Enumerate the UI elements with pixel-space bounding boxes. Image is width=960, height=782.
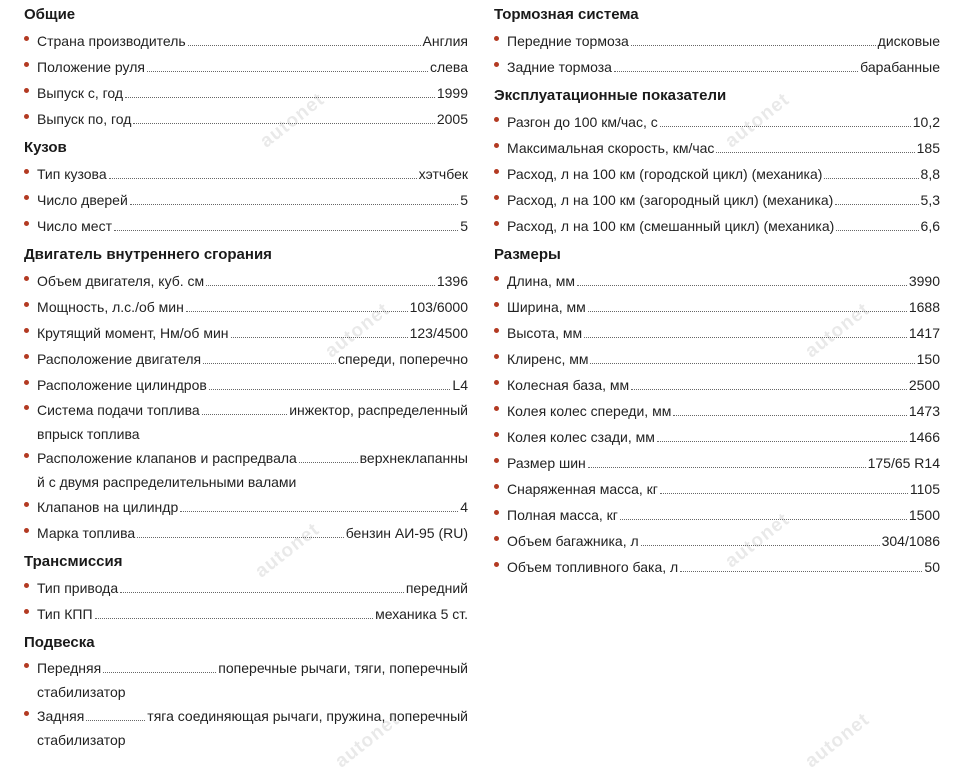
spec-row <box>24 704 468 752</box>
spec-value: механика 5 ст. <box>375 606 468 622</box>
spec-row-line <box>37 294 468 320</box>
spec-row <box>24 320 468 346</box>
spec-label: Расположение двигателя <box>37 351 202 367</box>
dot-leader <box>584 337 907 338</box>
spec-label: Снаряженная масса, кг <box>507 481 658 497</box>
spec-row-line <box>37 54 468 80</box>
spec-value: 1473 <box>908 403 940 419</box>
watermark: autonet <box>331 709 404 773</box>
spec-value-continuation: впрыск топлива <box>37 426 140 442</box>
watermark: autonet <box>256 89 329 153</box>
bullet-icon <box>24 195 29 200</box>
spec-row <box>24 346 468 372</box>
dot-leader <box>620 519 907 520</box>
spec-row-line <box>507 502 940 528</box>
spec-value: 3990 <box>908 273 940 289</box>
spec-value: 1688 <box>908 299 940 315</box>
spec-row-line <box>37 213 468 239</box>
section-title: Кузов <box>24 139 67 156</box>
spec-label: Расход, л на 100 км (загородный цикл) (механика) <box>507 192 834 208</box>
bullet-icon <box>494 510 499 515</box>
bullet-icon <box>24 88 29 93</box>
dot-leader <box>614 71 858 72</box>
bullet-icon <box>494 143 499 148</box>
bullet-icon <box>24 380 29 385</box>
dot-leader <box>180 511 458 512</box>
bullet-icon <box>24 328 29 333</box>
spec-label: Клиренс, мм <box>507 351 589 367</box>
spec-row-line <box>507 372 940 398</box>
spec-value: 150 <box>916 351 940 367</box>
dot-leader <box>588 311 907 312</box>
spec-label: Объем двигателя, куб. см <box>37 273 205 289</box>
bullet-icon <box>24 354 29 359</box>
bullet-icon <box>494 117 499 122</box>
section-title: Размеры <box>494 246 561 263</box>
spec-row-line <box>37 656 468 680</box>
spec-section <box>24 139 468 239</box>
spec-value-continuation: й с двумя распределительными валами <box>37 474 297 490</box>
bullet-icon <box>24 62 29 67</box>
spec-value: барабанные <box>860 59 940 75</box>
spec-row <box>494 554 940 580</box>
spec-value: Англия <box>422 33 468 49</box>
spec-label: Полная масса, кг <box>507 507 618 523</box>
dot-leader <box>114 230 458 231</box>
spec-value: 304/1086 <box>881 533 940 549</box>
bullet-icon <box>24 711 29 716</box>
spec-label: Число дверей <box>37 192 128 208</box>
spec-row-line <box>37 161 468 187</box>
bullet-icon <box>24 114 29 119</box>
spec-row-line <box>507 528 940 554</box>
spec-value: 1466 <box>908 429 940 445</box>
spec-value-continuation: стабилизатор <box>37 732 126 748</box>
watermark: autonet <box>801 709 874 773</box>
spec-row <box>24 494 468 520</box>
spec-value: 10,2 <box>912 114 940 130</box>
bullet-icon <box>24 169 29 174</box>
spec-value: 1417 <box>908 325 940 341</box>
spec-value: 1500 <box>908 507 940 523</box>
bullet-icon <box>494 62 499 67</box>
spec-row <box>24 161 468 187</box>
dot-leader <box>660 493 908 494</box>
bullet-icon <box>494 406 499 411</box>
spec-value: 123/4500 <box>409 325 468 341</box>
section-title: Двигатель внутреннего сгорания <box>24 246 272 263</box>
spec-label: Максимальная скорость, км/час <box>507 140 715 156</box>
bullet-icon <box>494 328 499 333</box>
dot-leader <box>133 123 434 124</box>
spec-row <box>24 520 468 546</box>
dot-leader <box>716 152 914 153</box>
dot-leader <box>188 45 421 46</box>
spec-row <box>24 268 468 294</box>
dot-leader <box>206 285 435 286</box>
spec-label: Марка топлива <box>37 525 136 541</box>
spec-value: слева <box>429 59 468 75</box>
spec-row <box>494 294 940 320</box>
dot-leader <box>109 178 417 179</box>
spec-label: Тип привода <box>37 580 119 596</box>
bullet-icon <box>494 432 499 437</box>
spec-section <box>24 246 468 546</box>
bullet-icon <box>494 484 499 489</box>
spec-row <box>494 320 940 346</box>
spec-label: Расход, л на 100 км (смешанный цикл) (механика) <box>507 218 835 234</box>
dot-leader <box>588 467 866 468</box>
bullet-icon <box>494 36 499 41</box>
watermark: autonet <box>321 299 394 363</box>
bullet-icon <box>24 583 29 588</box>
spec-label: Высота, мм <box>507 325 583 341</box>
spec-row-line <box>507 268 940 294</box>
bullet-icon <box>494 195 499 200</box>
spec-value: 50 <box>924 559 940 575</box>
spec-value: спереди, поперечно <box>337 351 468 367</box>
spec-label: Выпуск с, год <box>37 85 124 101</box>
spec-row-line <box>507 161 940 187</box>
spec-row <box>24 575 468 601</box>
dot-leader <box>125 97 435 98</box>
spec-section <box>494 87 940 239</box>
spec-label: Задние тормоза <box>507 59 612 75</box>
spec-row-line <box>37 268 468 294</box>
bullet-icon <box>24 276 29 281</box>
spec-row-line <box>37 372 468 398</box>
spec-label: Расположение клапанов и распредвала <box>37 450 297 466</box>
dot-leader <box>631 389 907 390</box>
spec-row <box>494 28 940 54</box>
spec-label: Передние тормоза <box>507 33 629 49</box>
bullet-icon <box>24 302 29 307</box>
dot-leader <box>231 337 408 338</box>
spec-value: инжектор, распределенный <box>289 402 468 418</box>
spec-label: Клапанов на цилиндр <box>37 499 179 515</box>
spec-value: 175/65 R14 <box>867 455 940 471</box>
spec-row <box>494 346 940 372</box>
dot-leader <box>186 311 408 312</box>
spec-row <box>494 54 940 80</box>
spec-label: Выпуск по, год <box>37 111 132 127</box>
spec-row <box>494 109 940 135</box>
spec-row <box>494 450 940 476</box>
spec-value: 5,3 <box>920 192 940 208</box>
spec-row <box>24 28 468 54</box>
bullet-icon <box>494 276 499 281</box>
section-title: Трансмиссия <box>24 553 123 570</box>
spec-value: 1999 <box>436 85 468 101</box>
spec-value: верхнеклапанны <box>359 450 468 466</box>
spec-row-line <box>37 106 468 132</box>
dot-leader <box>835 204 918 205</box>
spec-row-line <box>37 446 468 470</box>
spec-section <box>494 6 940 80</box>
dot-leader <box>120 592 404 593</box>
spec-label: Задняя <box>37 708 85 724</box>
dot-leader <box>680 571 922 572</box>
spec-label: Система подачи топлива <box>37 402 200 418</box>
watermark: autonet <box>251 519 324 583</box>
dot-leader <box>824 178 918 179</box>
spec-label: Крутящий момент, Нм/об мин <box>37 325 229 341</box>
right-column <box>494 0 940 580</box>
dot-leader <box>631 45 876 46</box>
spec-row-line <box>507 294 940 320</box>
spec-row-line <box>507 346 940 372</box>
spec-label: Тип кузова <box>37 166 107 182</box>
spec-section <box>24 6 468 132</box>
dot-leader <box>299 462 358 463</box>
dot-leader <box>657 441 907 442</box>
spec-value: поперечные рычаги, тяги, поперечный <box>218 660 468 676</box>
spec-row-line <box>37 80 468 106</box>
bullet-icon <box>24 36 29 41</box>
spec-label: Объем топливного бака, л <box>507 559 679 575</box>
bullet-icon <box>24 221 29 226</box>
dot-leader <box>202 414 288 415</box>
dot-leader <box>590 363 914 364</box>
bullet-icon <box>494 302 499 307</box>
spec-row-line <box>507 554 940 580</box>
bullet-icon <box>494 562 499 567</box>
watermark: autonet <box>721 89 794 153</box>
spec-row-line <box>37 575 468 601</box>
dot-leader <box>103 672 216 673</box>
spec-row <box>494 476 940 502</box>
spec-value: 5 <box>460 218 468 234</box>
dot-leader <box>673 415 907 416</box>
spec-row-line <box>37 320 468 346</box>
spec-row <box>24 656 468 704</box>
spec-row-line <box>507 135 940 161</box>
dot-leader <box>130 204 458 205</box>
spec-value: бензин АИ-95 (RU) <box>345 525 468 541</box>
bullet-icon <box>494 169 499 174</box>
dot-leader <box>209 389 451 390</box>
spec-row-line <box>37 494 468 520</box>
spec-label: Колея колес спереди, мм <box>507 403 672 419</box>
spec-row <box>24 80 468 106</box>
spec-value: 1396 <box>436 273 468 289</box>
spec-value: 4 <box>460 499 468 515</box>
spec-row <box>24 398 468 446</box>
spec-row-line <box>507 109 940 135</box>
section-title: Общие <box>24 6 76 23</box>
spec-row-line <box>507 28 940 54</box>
spec-label: Число мест <box>37 218 112 234</box>
spec-row <box>494 528 940 554</box>
section-title: Эксплуатационные показатели <box>494 87 727 104</box>
spec-row <box>24 106 468 132</box>
bullet-icon <box>494 354 499 359</box>
spec-row-line <box>507 476 940 502</box>
spec-value: 1105 <box>909 481 940 497</box>
spec-row <box>24 601 468 627</box>
bullet-icon <box>494 536 499 541</box>
spec-row-line <box>37 187 468 213</box>
spec-section <box>24 634 468 752</box>
spec-value: L4 <box>452 377 468 393</box>
spec-row-line <box>507 320 940 346</box>
spec-row <box>494 135 940 161</box>
spec-section <box>494 246 940 580</box>
dot-leader <box>203 363 336 364</box>
spec-value: хэтчбек <box>418 166 468 182</box>
spec-row <box>494 424 940 450</box>
spec-value: 5 <box>460 192 468 208</box>
spec-label: Расположение цилиндров <box>37 377 207 393</box>
spec-row <box>494 372 940 398</box>
dot-leader <box>95 618 374 619</box>
spec-row-line <box>37 346 468 372</box>
dot-leader <box>660 126 911 127</box>
spec-row-line <box>507 187 940 213</box>
spec-label: Ширина, мм <box>507 299 586 315</box>
spec-label: Тип КПП <box>37 606 93 622</box>
spec-row <box>494 213 940 239</box>
watermark: autonet <box>721 509 794 573</box>
spec-row <box>494 398 940 424</box>
spec-label: Колесная база, мм <box>507 377 630 393</box>
spec-row <box>24 187 468 213</box>
spec-row-line <box>37 704 468 728</box>
spec-label: Страна производитель <box>37 33 186 49</box>
spec-row <box>24 213 468 239</box>
spec-row-line <box>507 424 940 450</box>
spec-label: Разгон до 100 км/час, с <box>507 114 658 130</box>
spec-section <box>24 553 468 627</box>
spec-label: Длина, мм <box>507 273 576 289</box>
spec-row-line <box>37 601 468 627</box>
bullet-icon <box>494 380 499 385</box>
spec-value: 2500 <box>908 377 940 393</box>
section-title: Тормозная система <box>494 6 639 23</box>
spec-label: Колея колес сзади, мм <box>507 429 655 445</box>
spec-row <box>494 268 940 294</box>
spec-row <box>494 187 940 213</box>
spec-label: Мощность, л.с./об мин <box>37 299 184 315</box>
spec-row-line <box>507 450 940 476</box>
spec-value: тяга соединяющая рычаги, пружина, поперечный <box>147 708 468 724</box>
spec-row <box>24 446 468 494</box>
bullet-icon <box>24 609 29 614</box>
bullet-icon <box>24 453 29 458</box>
spec-row-line <box>507 213 940 239</box>
spec-value: 2005 <box>436 111 468 127</box>
spec-row-line <box>37 28 468 54</box>
spec-label: Передняя <box>37 660 102 676</box>
bullet-icon <box>24 528 29 533</box>
spec-row-line <box>507 398 940 424</box>
dot-leader <box>147 71 428 72</box>
spec-value: 6,6 <box>920 218 940 234</box>
spec-value: 103/6000 <box>409 299 468 315</box>
watermark: autonet <box>801 299 874 363</box>
bullet-icon <box>24 405 29 410</box>
spec-value: дисковые <box>877 33 940 49</box>
spec-label: Расход, л на 100 км (городской цикл) (механика) <box>507 166 823 182</box>
spec-row-line <box>507 54 940 80</box>
spec-value: передний <box>405 580 468 596</box>
bullet-icon <box>24 502 29 507</box>
spec-label: Объем багажника, л <box>507 533 639 549</box>
bullet-icon <box>24 663 29 668</box>
spec-value-continuation: стабилизатор <box>37 684 126 700</box>
dot-leader <box>836 230 918 231</box>
section-title: Подвеска <box>24 634 95 651</box>
spec-row <box>24 372 468 398</box>
spec-row-line <box>37 398 468 422</box>
spec-row <box>24 54 468 80</box>
dot-leader <box>86 720 145 721</box>
dot-leader <box>641 545 880 546</box>
bullet-icon <box>494 221 499 226</box>
bullet-icon <box>494 458 499 463</box>
spec-row <box>24 294 468 320</box>
spec-label: Положение руля <box>37 59 145 75</box>
spec-row-line <box>37 520 468 546</box>
dot-leader <box>577 285 907 286</box>
spec-row <box>494 502 940 528</box>
spec-label: Размер шин <box>507 455 586 471</box>
spec-value: 185 <box>916 140 940 156</box>
spec-value: 8,8 <box>920 166 940 182</box>
dot-leader <box>137 537 344 538</box>
left-column <box>24 0 468 752</box>
spec-row <box>494 161 940 187</box>
